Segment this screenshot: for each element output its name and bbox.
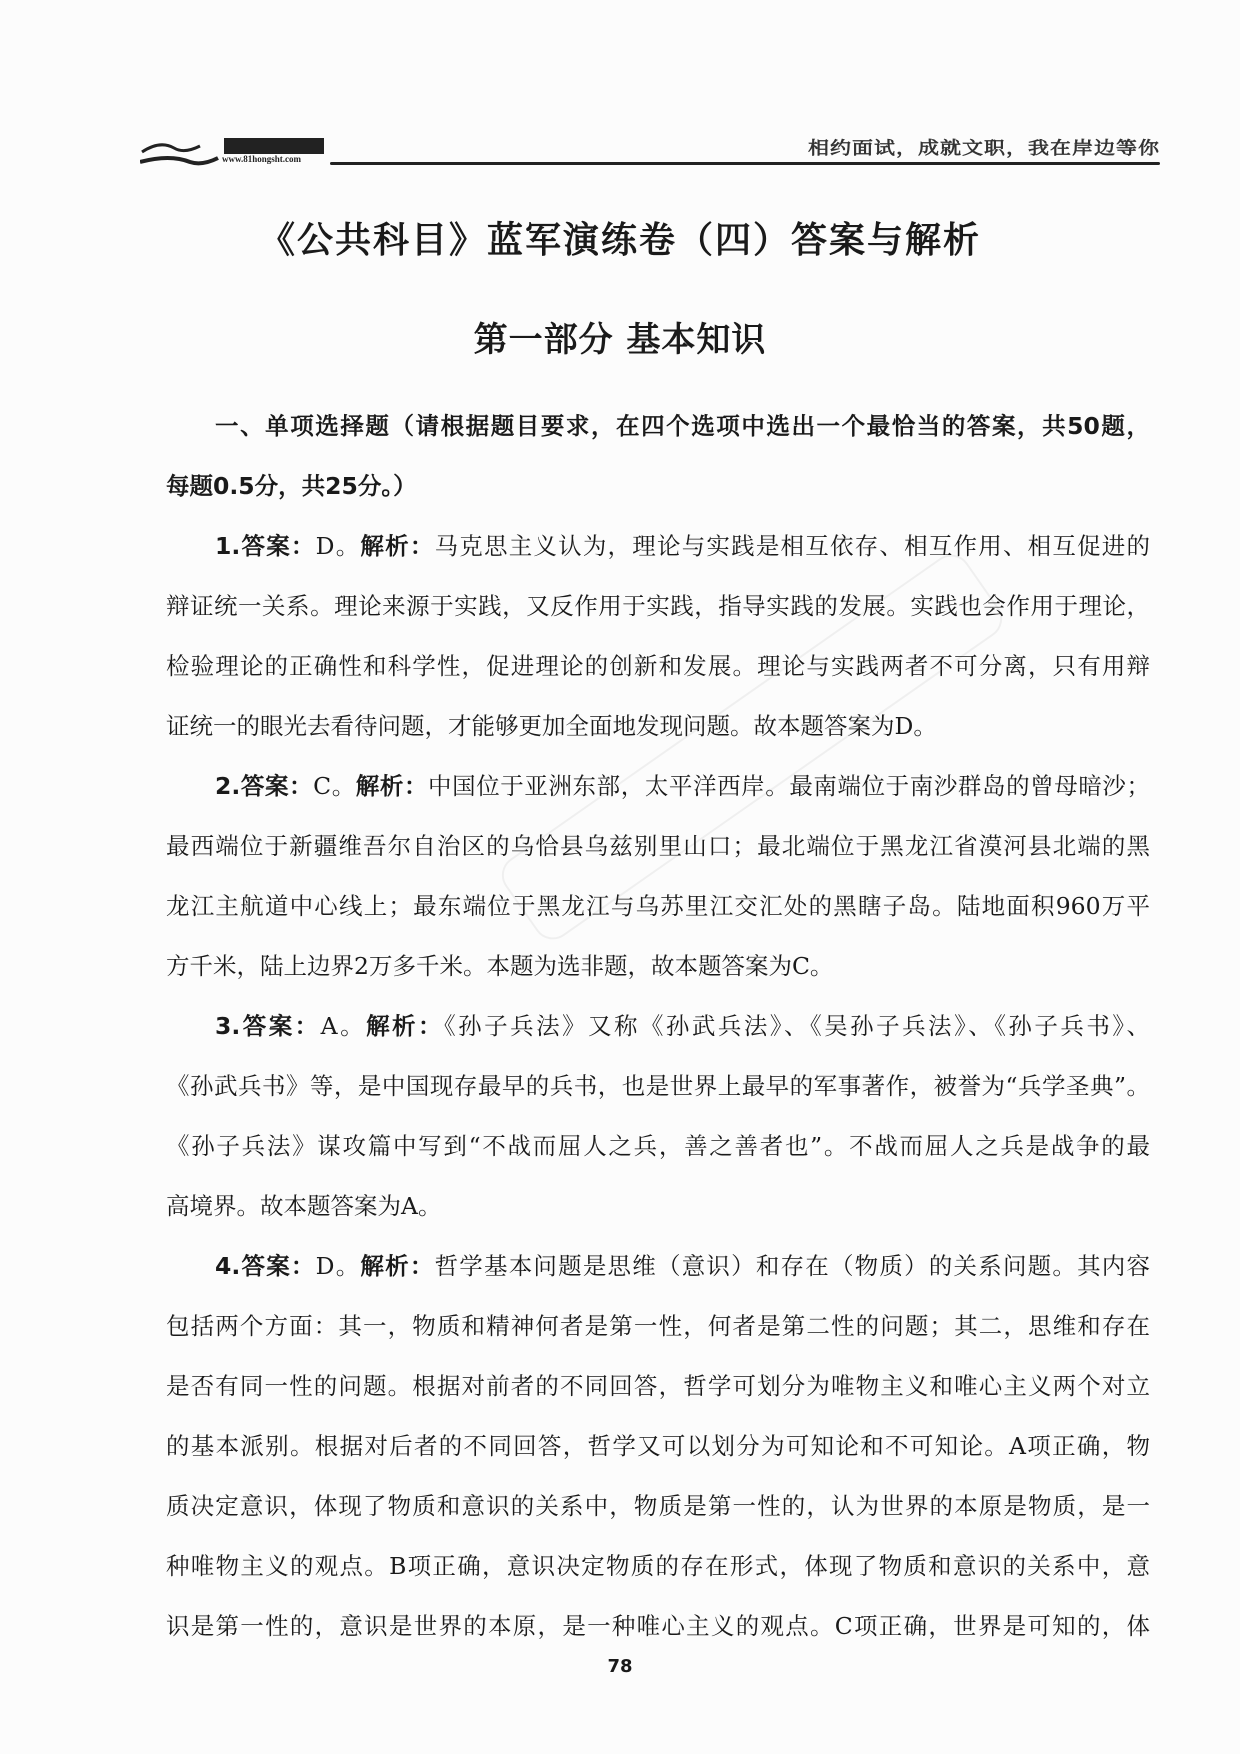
section-title: 第一部分 基本知识	[473, 320, 767, 360]
answer-first-line	[166, 516, 1150, 576]
analysis-line: 辩证统一关系。理论来源于实践，又反作用于实践，指导实践的发展。实践也会作用于理论，	[166, 592, 1150, 620]
analysis-text: 《孙子兵法》又称《孙武兵法》、《吴孙子兵法》、《孙子兵书》、	[443, 1012, 1151, 1040]
answer-number: 2.	[215, 772, 241, 800]
analysis-line: 种唯物主义的观点。B项正确，意识决定物质的存在形式，体现了物质和意识的关系中，意	[166, 1552, 1150, 1580]
answer-first-line	[166, 1236, 1150, 1296]
analysis-text: 哲学基本问题是思维（意识）和存在（物质）的关系问题。其内容	[434, 1252, 1151, 1280]
analysis-line: 的基本派别。根据对后者的不同回答，哲学又可以划分为可知论和不可知论。A项正确，物	[166, 1432, 1150, 1460]
logo-url: www.81hongsht.com	[222, 154, 302, 164]
analysis-label: 解析：	[355, 772, 429, 800]
answer-value: D。	[315, 532, 361, 560]
answer-label: 答案：	[240, 1252, 316, 1280]
answer-item	[166, 516, 1150, 756]
analysis-line: 质决定意识，体现了物质和意识的关系中，物质是第一性的，认为世界的本原是物质，是一	[166, 1492, 1150, 1520]
answer-number: 3.	[215, 1012, 241, 1040]
header-slogan: 相约面试，成就文职，我在岸边等你	[808, 137, 1160, 159]
document-body	[166, 396, 1150, 1656]
answer-first-line	[166, 996, 1150, 1056]
answer-item	[166, 1236, 1150, 1656]
analysis-label: 解析：	[360, 1252, 435, 1280]
analysis-line: 包括两个方面：其一，物质和精神何者是第一性，何者是第二性的问题；其二，思维和存在	[166, 1312, 1150, 1340]
analysis-line: 识是第一性的，意识是世界的本原，是一种唯心主义的观点。C项正确，世界是可知的，体	[166, 1612, 1150, 1640]
analysis-label: 解析：	[366, 1012, 444, 1040]
answer-first-line	[166, 756, 1150, 816]
header-divider	[330, 162, 1160, 165]
answer-value: C。	[313, 772, 356, 800]
page-number: 78	[607, 1656, 633, 1677]
answer-item	[166, 996, 1150, 1236]
answer-value: A。	[320, 1012, 367, 1040]
analysis-line: 证统一的眼光去看待问题，才能够更加全面地发现问题。故本题答案为D。	[166, 712, 937, 740]
analysis-label: 解析：	[360, 532, 435, 560]
answer-item	[166, 756, 1150, 996]
analysis-line: 检验理论的正确性和科学性，促进理论的创新和发展。理论与实践两者不可分离，只有用辩	[166, 652, 1150, 680]
answer-number: 1.	[215, 532, 241, 560]
analysis-line: 龙江主航道中心线上；最东端位于黑龙江与乌苏里江交汇处的黑瞎子岛。陆地面积960万平	[166, 892, 1150, 920]
answer-value: D。	[315, 1252, 361, 1280]
answer-list	[166, 516, 1150, 1656]
analysis-line: 高境界。故本题答案为A。	[166, 1192, 442, 1220]
answer-number: 4.	[215, 1252, 241, 1280]
analysis-line: 《孙子兵法》谋攻篇中写到“不战而屈人之兵，善之善者也”。不战而屈人之兵是战争的最	[166, 1132, 1150, 1160]
answer-label: 答案：	[240, 1012, 321, 1040]
question-type-heading: 一、单项选择题（请根据题目要求，在四个选项中选出一个最恰当的答案，共50题，	[215, 412, 1150, 440]
analysis-line: 《孙武兵书》等，是中国现存最早的兵书，也是世界上最早的军事著作，被誉为“兵学圣典”。	[166, 1072, 1150, 1100]
analysis-text: 中国位于亚洲东部，太平洋西岸。最南端位于南沙群岛的曾母暗沙；	[428, 772, 1151, 800]
question-type-heading-cont: 每题0.5分，共25分。）	[166, 472, 417, 500]
analysis-text: 马克思主义认为，理论与实践是相互依存、相互作用、相互促进的	[434, 532, 1151, 560]
answer-label: 答案：	[240, 532, 316, 560]
analysis-line: 方千米，陆上边界2万多千米。本题为选非题，故本题答案为C。	[166, 952, 834, 980]
document-title: 《公共科目》蓝军演练卷（四）答案与解析	[258, 220, 981, 261]
page-header	[140, 128, 1160, 168]
analysis-line: 是否有同一性的问题。根据对前者的不同回答，哲学可划分为唯物主义和唯心主义两个对立	[166, 1372, 1150, 1400]
answer-label: 答案：	[240, 772, 314, 800]
analysis-line: 最西端位于新疆维吾尔自治区的乌恰县乌兹别里山口；最北端位于黑龙江省漠河县北端的黑	[166, 832, 1150, 860]
